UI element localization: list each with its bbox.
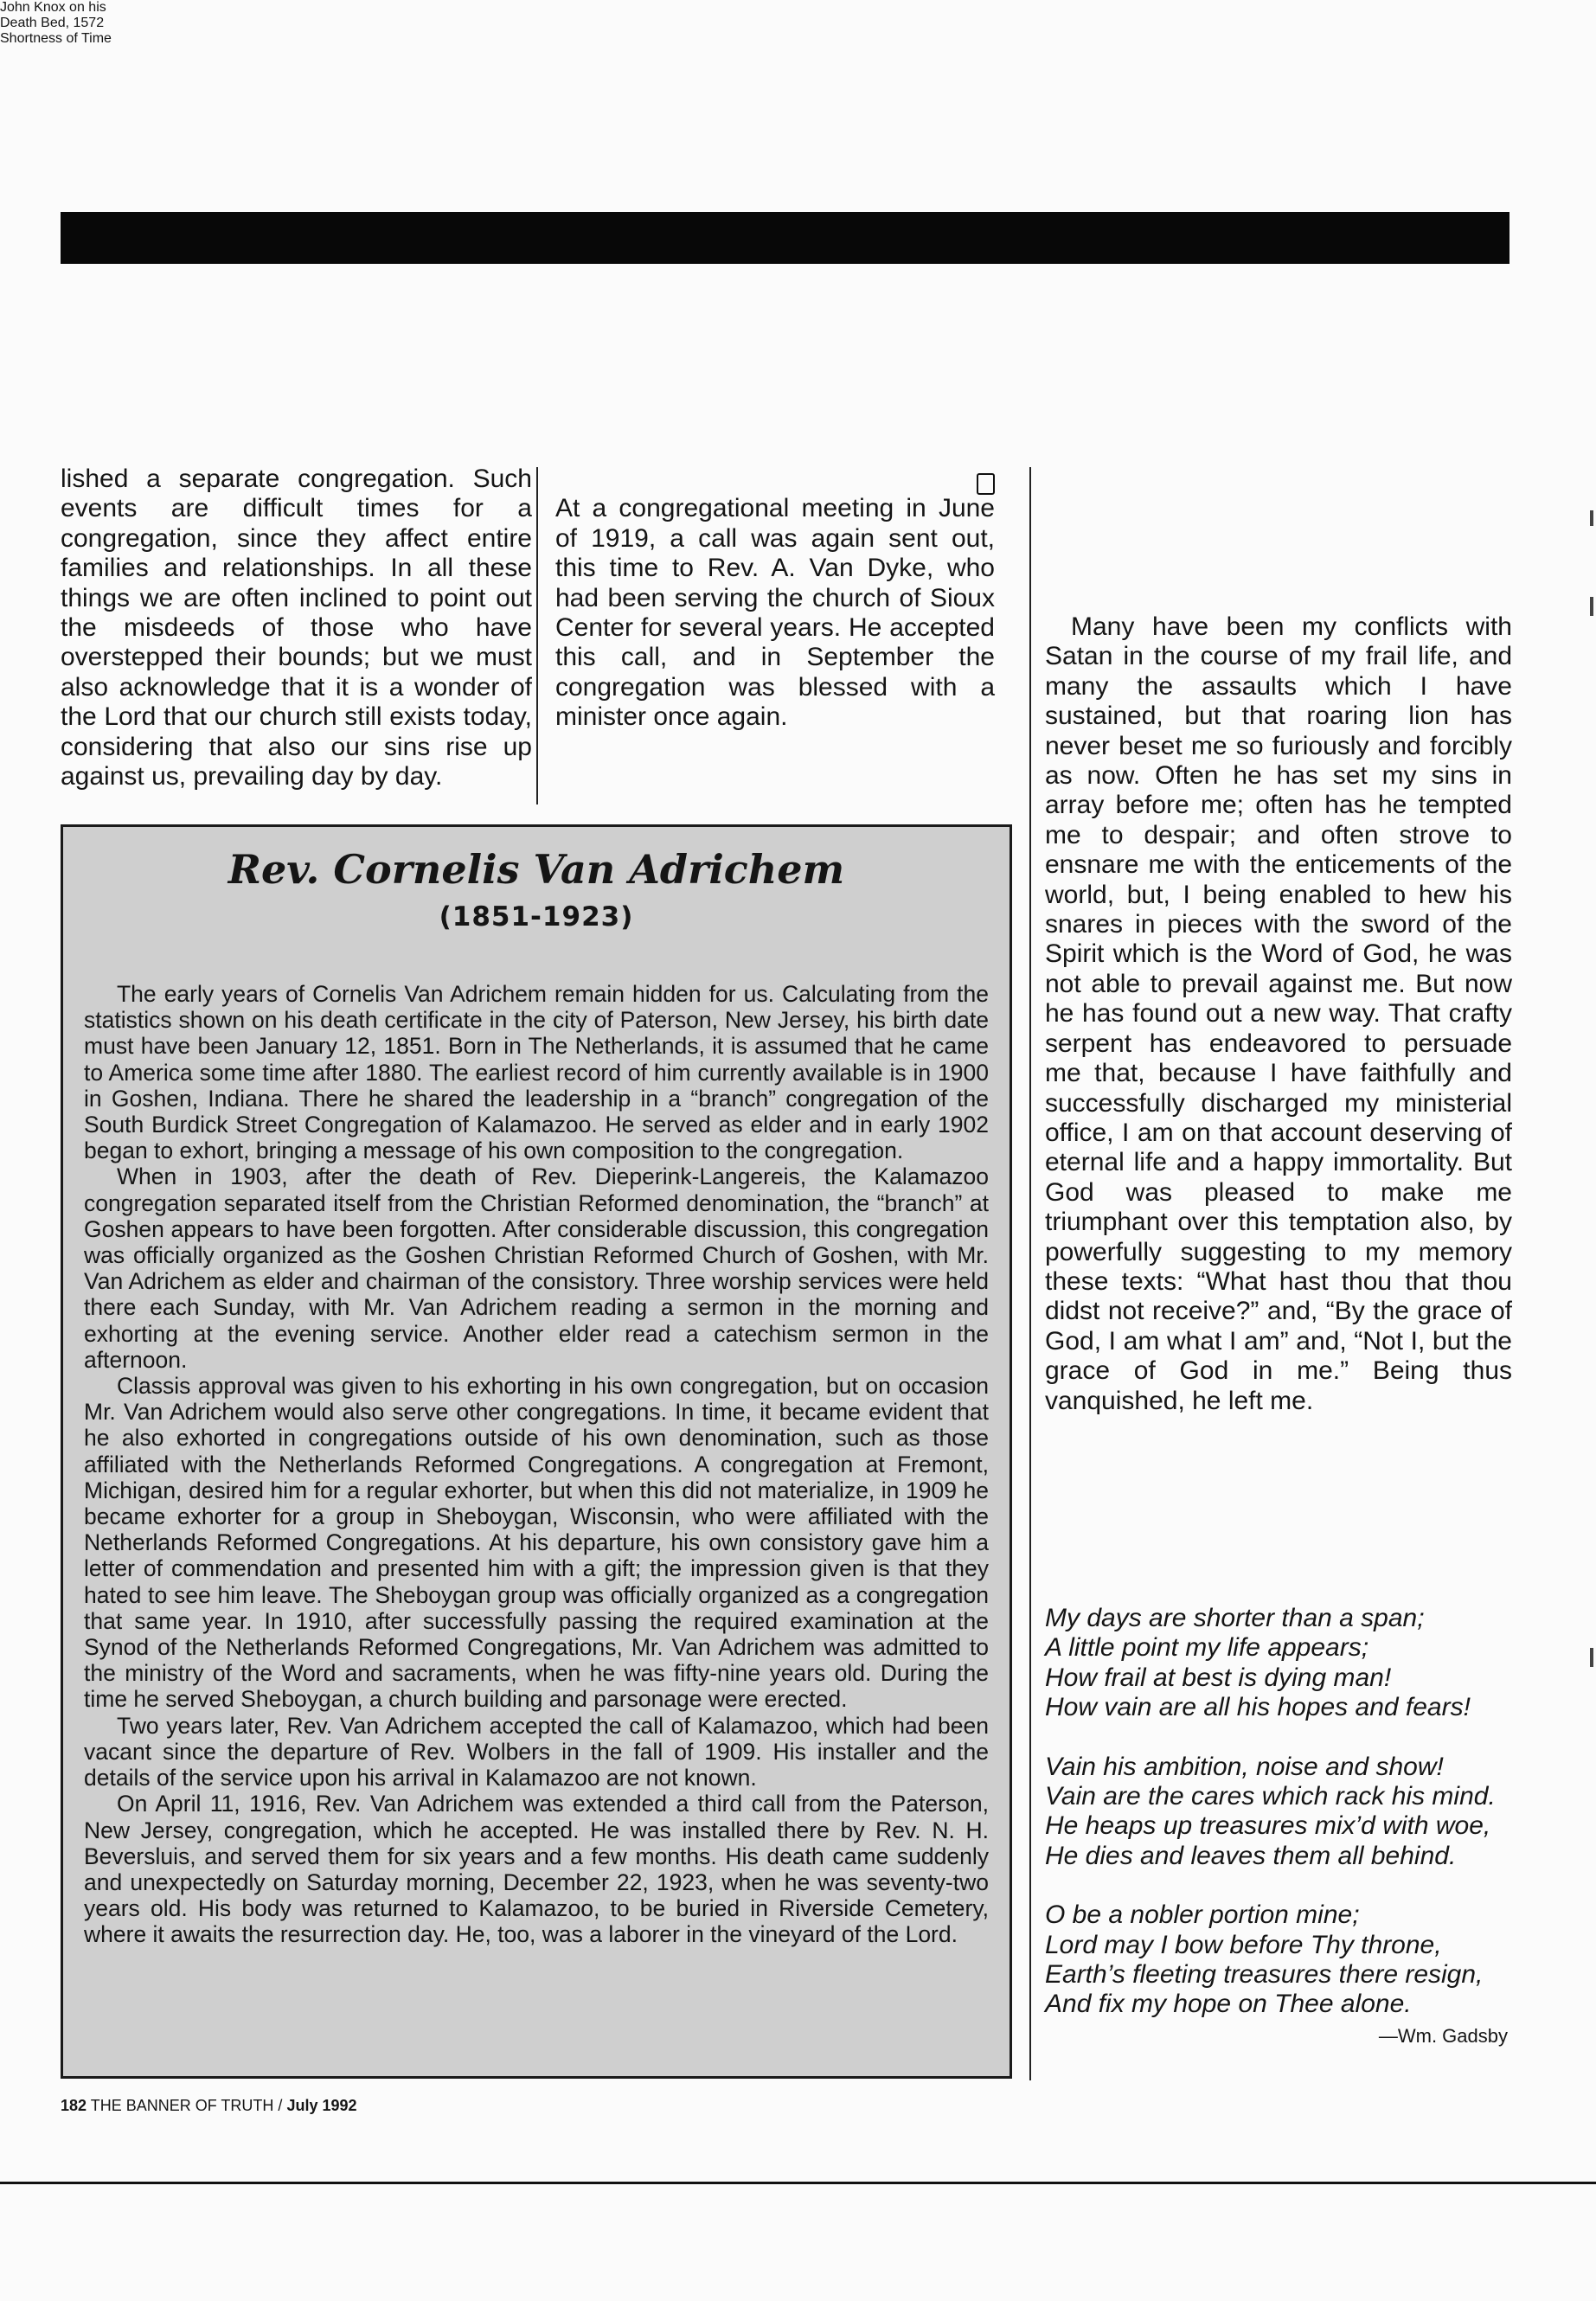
issue-date: July 1992 xyxy=(286,2097,357,2114)
poem-line: Vain are the cares which rack his mind. xyxy=(1045,1782,1496,1811)
knox-title xyxy=(0,0,1596,31)
header-bar xyxy=(61,212,1509,264)
sidebar-paragraph: On April 11, 1916, Rev. Van Adrichem was extended a third call from the Paterson, New Jersey, congregation, which he accepted. He was installed there by Rev. N. H. Beversluis, and served them for six years and a few months. His death came suddenly and unexpectedly on Saturday morning, December 22, 1923, when he was seventy-two years old. His body was returned to Kalamazoo, to be buried in Riverside Cemetery, where it awaits the resurrection day. He, too, was a laborer in the vineyard of the Lord. xyxy=(84,1791,989,1948)
poem-line: My days are shorter than a span; xyxy=(1045,1604,1425,1632)
poem-line: A little point my life appears; xyxy=(1045,1633,1369,1663)
margin-mark xyxy=(1590,597,1593,616)
poem-line: Earth’s fleeting treasures there resign, xyxy=(1045,1960,1484,1990)
margin-mark xyxy=(1590,1648,1593,1667)
column-divider xyxy=(1029,467,1031,2080)
poem-line: He heaps up treasures mix’d with woe, xyxy=(1045,1811,1491,1841)
column1-text: lished a separate congregation. Such events are difficult times for a congregation, since they affect entire families and relationships. In all these things we are often inclined to point out the misdeeds of those who have overstepped their bounds; but we must also acknowledge that it is a wonder of the Lord that our church still exists today, considering that also our sins rise up against us, prevailing day by day. xyxy=(61,465,532,792)
margin-mark xyxy=(1590,510,1593,526)
column2-text: At a congregational meeting in June of 1919, a call was again sent out, this time to Rev. A. Van Dyke, who had been serving the church of Sioux Center for several years. He accepted this call, and in September the congregation was blessed with a minister once again. xyxy=(555,494,995,732)
poem-stanza xyxy=(1045,1900,1512,2020)
sidebar-paragraph: Classis approval was given to his exhorting in his own congregation, but on occasion Mr. Van Adrichem would also serve other congregations. In time, it became evident that he also exhorted in congregations outside of his own denomination, such as those affiliated with the Netherlands Reformed Congregations. A congregation at Fremont, Michigan, desired him for a regular exhorter, but when this did not materialize, in 1909 he became exhorter for a group in Sheboygan, Wisconsin, who were affiliated with the Netherlands Reformed Congregations. At his departure, his own consistory gave him a letter of commendation and presented him with a gift; the impression given is that they hated to see him leave. The Sheboygan group was officially organized as a congregation that same year. In 1910, after successfully passing the required examination at the Synod of the Netherlands Reformed Congregations, Mr. Van Adrichem was admitted to the ministry of the Word and sacraments, when he was fifty-nine years old. During the time he served Sheboygan, a church building and parsonage were erected. xyxy=(84,1373,989,1713)
knox-title-line: John Knox on his xyxy=(0,0,106,15)
sidebar-body xyxy=(84,981,989,1948)
poem-line: Lord may I bow before Thy throne, xyxy=(1045,1930,1442,1959)
poem-stanza xyxy=(1045,1604,1512,1723)
article-column-2 xyxy=(555,465,995,762)
sidebar-paragraph: Two years later, Rev. Van Adrichem accepted the call of Kalamazoo, which had been vacant since the departure of Rev. Wolbers in the fall of 1909. His installer and the details of the service upon his arrival in Kalamazoo are not known. xyxy=(84,1712,989,1791)
poem-stanza xyxy=(1045,1753,1512,1872)
poem-line: O be a nobler portion mine; xyxy=(1045,1900,1360,1930)
sidebar-paragraph: The early years of Cornelis Van Adrichem remain hidden for us. Calculating from the statistics shown on his death certificate in the city of Paterson, New Jersey, his birth date must have been January 12, 1851. Born in The Netherlands, it is assumed that he came to America some time after 1880. The earliest record of him currently available is in 1900 in Goshen, Indiana. There he shared the leadership in a “branch” congregation of the South Burdick Street Congregation of Kalamazoo. He served as elder and in early 1902 began to exhort, bringing a message of his own composition to the congregation. xyxy=(84,981,989,1164)
poem-line: And fix my hope on Thee alone. xyxy=(1045,1990,1412,2019)
article-column-1 xyxy=(61,465,532,792)
biography-sidebar xyxy=(61,824,1012,2079)
sidebar-paragraph: When in 1903, after the death of Rev. Dieperink-Langereis, the Kalamazoo congregation separated itself from the Christian Reformed denomination, the “branch” at Goshen appears to have been forgotten. After considerable discussion, this congregation was officially organized as the Goshen Christian Reformed Church of Goshen, with Mr. Van Adrichem as elder and chairman of the consistory. Three worship services were held there each Sunday, with Mr. Van Adrichem reading a sermon in the morning and exhorting at the evening service. Another elder read a catechism sermon in the afternoon. xyxy=(84,1163,989,1373)
poem-line: Vain his ambition, noise and show! xyxy=(1045,1752,1444,1781)
poem-line: How frail at best is dying man! xyxy=(1045,1663,1392,1692)
page-number: 182 xyxy=(61,2097,87,2114)
poem-title: Shortness of Time xyxy=(0,31,112,46)
knox-body-text: Many have been my conflicts with Satan in the course of my frail life, and many the assaults which I have sustained, but that roaring lion has never beset me so furiously and forcibly as now. Often he has set my sins in array before me; often has he tempted me to despair; and often strove to ensnare me with the enticements of the world, but, I being enabled to hew his snares in pieces with the sword of the Spirit which is the Word of God, he was not able to prevail against me. But now he has found out a new way. That crafty serpent has endeavored to persuade me that, because I have faithfully and successfully discharged my ministerial office, I am on that account deserving of eternal life and a happy immortality. But God was pleased to make me triumphant over this temptation also, by powerfully suggesting to my memory these texts: “What hast thou that thou didst not receive?” and, “By the grace of God, I am what I am” and, “Not I, but the grace of God in me.” Being thus vanquished, he left me. xyxy=(1045,612,1512,1415)
poem xyxy=(1045,1604,1512,2049)
poem-line: How vain are all his hopes and fears! xyxy=(1045,1693,1471,1722)
sidebar-dates: (1851-1923) xyxy=(439,901,634,933)
knox-title-line: Death Bed, 1572 xyxy=(0,16,105,30)
column2-paragraph xyxy=(555,465,995,762)
column-divider xyxy=(536,467,538,804)
page-footer xyxy=(61,2095,357,2116)
knox-article xyxy=(1045,612,1512,1416)
poem-attribution: —Wm. Gadsby xyxy=(1378,2025,1508,2047)
page-bottom-rule xyxy=(0,2182,1596,2184)
poem-line: He dies and leaves them all behind. xyxy=(1045,1841,1457,1870)
publication-name: THE BANNER OF TRUTH / xyxy=(90,2097,283,2114)
end-mark-icon xyxy=(977,473,995,495)
sidebar-title: Rev. Cornelis Van Adrichem xyxy=(228,846,845,893)
